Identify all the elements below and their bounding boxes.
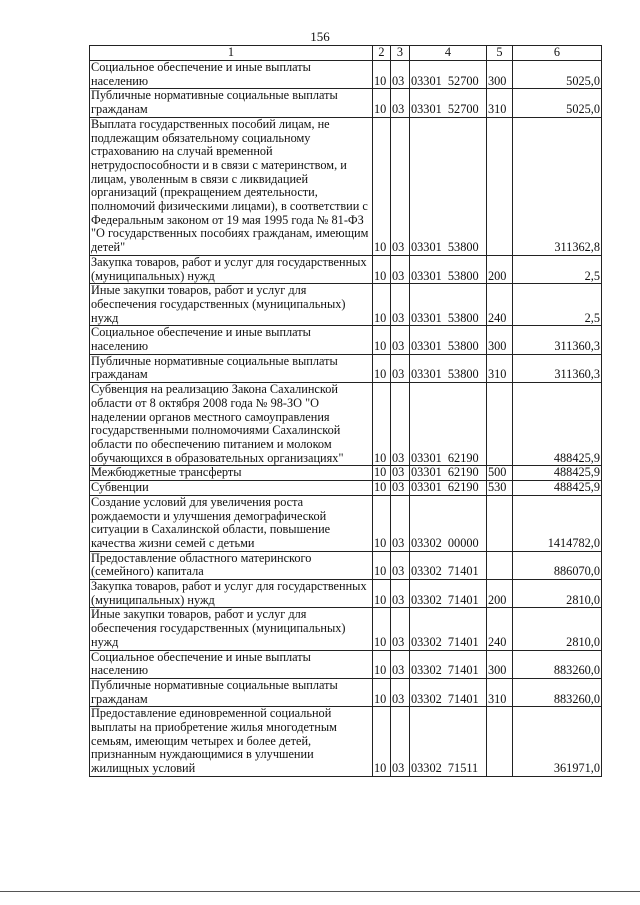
row-name-cell: Публичные нормативные социальные выплаты гражданам xyxy=(90,678,373,706)
row-expense-type-cell: 200 xyxy=(487,255,513,283)
row-section-cell: 10 xyxy=(373,117,391,255)
row-expense-type-cell xyxy=(487,383,513,466)
table-row xyxy=(90,383,602,466)
row-expense-type-cell: 310 xyxy=(487,678,513,706)
row-name-cell: Социальное обеспечение и иные выплаты населению xyxy=(90,326,373,354)
row-csr-cell: 03301 52700 xyxy=(410,89,487,117)
header-col-2: 2 xyxy=(373,46,391,61)
row-subsection-cell: 03 xyxy=(391,117,410,255)
table-row xyxy=(90,354,602,382)
row-section-cell: 10 xyxy=(373,326,391,354)
row-subsection-cell: 03 xyxy=(391,61,410,89)
row-subsection-cell: 03 xyxy=(391,678,410,706)
row-csr-cell: 03302 71511 xyxy=(410,707,487,777)
row-name-cell: Публичные нормативные социальные выплаты гражданам xyxy=(90,89,373,117)
row-subsection-cell: 03 xyxy=(391,326,410,354)
row-csr-cell: 03301 53800 xyxy=(410,284,487,326)
row-name-cell: Субвенция на реализацию Закона Сахалинской области от 8 октября 2008 года № 98-ЗО "О наделении органов местного самоуправления государственными полномочиями Сахалинской области по обеспечению питанием и молоком обучающихся в образовательных организациях" xyxy=(90,383,373,466)
row-amount-cell: 1414782,0 xyxy=(513,495,602,551)
row-name-cell: Предоставление единовременной социальной выплаты на приобретение жилья многодетным семьям, имеющим четырех и более детей, признанным нуждающимися в улучшении жилищных условий xyxy=(90,707,373,777)
row-subsection-cell: 03 xyxy=(391,551,410,579)
row-amount-cell: 2,5 xyxy=(513,255,602,283)
budget-table xyxy=(89,45,602,777)
table-row xyxy=(90,255,602,283)
row-expense-type-cell: 200 xyxy=(487,580,513,608)
row-name-cell: Закупка товаров, работ и услуг для государственных (муниципальных) нужд xyxy=(90,580,373,608)
row-section-cell: 10 xyxy=(373,608,391,650)
table-row xyxy=(90,580,602,608)
table-row xyxy=(90,551,602,579)
row-name-cell: Иные закупки товаров, работ и услуг для обеспечения государственных (муниципальных) нужд xyxy=(90,608,373,650)
row-subsection-cell: 03 xyxy=(391,284,410,326)
row-csr-cell: 03302 00000 xyxy=(410,495,487,551)
row-section-cell: 10 xyxy=(373,89,391,117)
row-amount-cell: 2810,0 xyxy=(513,580,602,608)
header-row xyxy=(90,46,602,61)
row-subsection-cell: 03 xyxy=(391,383,410,466)
row-subsection-cell: 03 xyxy=(391,650,410,678)
row-amount-cell: 2810,0 xyxy=(513,608,602,650)
page-number: 156 xyxy=(310,29,330,44)
row-section-cell: 10 xyxy=(373,466,391,481)
row-amount-cell: 311362,8 xyxy=(513,117,602,255)
header-col-1: 1 xyxy=(90,46,373,61)
row-csr-cell: 03302 71401 xyxy=(410,650,487,678)
table-row xyxy=(90,495,602,551)
row-amount-cell: 488425,9 xyxy=(513,466,602,481)
row-csr-cell: 03302 71401 xyxy=(410,580,487,608)
row-csr-cell: 03302 71401 xyxy=(410,678,487,706)
row-section-cell: 10 xyxy=(373,650,391,678)
row-section-cell: 10 xyxy=(373,678,391,706)
row-section-cell: 10 xyxy=(373,707,391,777)
row-subsection-cell: 03 xyxy=(391,255,410,283)
table-row xyxy=(90,89,602,117)
row-expense-type-cell: 240 xyxy=(487,608,513,650)
row-csr-cell: 03301 53800 xyxy=(410,255,487,283)
header-col-4: 4 xyxy=(410,46,487,61)
row-expense-type-cell xyxy=(487,551,513,579)
row-expense-type-cell: 300 xyxy=(487,61,513,89)
row-subsection-cell: 03 xyxy=(391,495,410,551)
header-col-5: 5 xyxy=(487,46,513,61)
row-name-cell: Выплата государственных пособий лицам, не подлежащим обязательному социальному страхованию на случай временной нетрудоспособности и в связи с материнством, и лицам, уволенным в связи с ликвидацией организаций (прекращением деятельности, полномочий физическими лицами), в соответствии с Федеральным законом от 19 мая 1995 года № 81-ФЗ "О государственных пособиях гражданам, имеющим детей" xyxy=(90,117,373,255)
row-csr-cell: 03301 62190 xyxy=(410,481,487,496)
row-amount-cell: 488425,9 xyxy=(513,481,602,496)
row-section-cell: 10 xyxy=(373,580,391,608)
row-csr-cell: 03301 53800 xyxy=(410,326,487,354)
row-amount-cell: 311360,3 xyxy=(513,354,602,382)
row-section-cell: 10 xyxy=(373,255,391,283)
row-name-cell: Предоставление областного материнского (семейного) капитала xyxy=(90,551,373,579)
row-subsection-cell: 03 xyxy=(391,580,410,608)
row-expense-type-cell: 300 xyxy=(487,326,513,354)
scan-edge-line xyxy=(0,891,640,892)
row-expense-type-cell: 240 xyxy=(487,284,513,326)
table-row xyxy=(90,678,602,706)
row-expense-type-cell xyxy=(487,707,513,777)
row-expense-type-cell: 530 xyxy=(487,481,513,496)
row-csr-cell: 03301 62190 xyxy=(410,466,487,481)
table-row xyxy=(90,117,602,255)
row-section-cell: 10 xyxy=(373,551,391,579)
row-amount-cell: 5025,0 xyxy=(513,89,602,117)
row-csr-cell: 03302 71401 xyxy=(410,551,487,579)
row-section-cell: 10 xyxy=(373,495,391,551)
row-csr-cell: 03301 52700 xyxy=(410,61,487,89)
table-row xyxy=(90,650,602,678)
row-name-cell: Публичные нормативные социальные выплаты гражданам xyxy=(90,354,373,382)
row-expense-type-cell xyxy=(487,117,513,255)
header-col-6: 6 xyxy=(513,46,602,61)
table-row xyxy=(90,284,602,326)
row-expense-type-cell xyxy=(487,495,513,551)
row-name-cell: Субвенции xyxy=(90,481,373,496)
row-section-cell: 10 xyxy=(373,354,391,382)
row-expense-type-cell: 310 xyxy=(487,89,513,117)
row-subsection-cell: 03 xyxy=(391,707,410,777)
table-row xyxy=(90,608,602,650)
row-amount-cell: 883260,0 xyxy=(513,678,602,706)
table-body xyxy=(90,61,602,777)
row-section-cell: 10 xyxy=(373,481,391,496)
row-amount-cell: 2,5 xyxy=(513,284,602,326)
row-expense-type-cell: 310 xyxy=(487,354,513,382)
row-csr-cell: 03301 53800 xyxy=(410,117,487,255)
row-name-cell: Иные закупки товаров, работ и услуг для обеспечения государственных (муниципальных) нужд xyxy=(90,284,373,326)
header-col-3: 3 xyxy=(391,46,410,61)
row-expense-type-cell: 500 xyxy=(487,466,513,481)
row-name-cell: Создание условий для увеличения роста рождаемости и улучшения демографической ситуации в Сахалинской области, повышение качества жизни семей с детьми xyxy=(90,495,373,551)
row-amount-cell: 5025,0 xyxy=(513,61,602,89)
table-row xyxy=(90,466,602,481)
row-name-cell: Социальное обеспечение и иные выплаты населению xyxy=(90,650,373,678)
row-amount-cell: 488425,9 xyxy=(513,383,602,466)
row-amount-cell: 311360,3 xyxy=(513,326,602,354)
row-expense-type-cell: 300 xyxy=(487,650,513,678)
table-row xyxy=(90,481,602,496)
table-row xyxy=(90,707,602,777)
row-section-cell: 10 xyxy=(373,61,391,89)
row-section-cell: 10 xyxy=(373,383,391,466)
row-amount-cell: 883260,0 xyxy=(513,650,602,678)
row-amount-cell: 886070,0 xyxy=(513,551,602,579)
row-csr-cell: 03301 62190 xyxy=(410,383,487,466)
table-row xyxy=(90,61,602,89)
table-header xyxy=(90,46,602,61)
row-csr-cell: 03301 53800 xyxy=(410,354,487,382)
row-name-cell: Межбюджетные трансферты xyxy=(90,466,373,481)
row-section-cell: 10 xyxy=(373,284,391,326)
row-subsection-cell: 03 xyxy=(391,608,410,650)
row-name-cell: Закупка товаров, работ и услуг для государственных (муниципальных) нужд xyxy=(90,255,373,283)
row-subsection-cell: 03 xyxy=(391,354,410,382)
row-name-cell: Социальное обеспечение и иные выплаты населению xyxy=(90,61,373,89)
row-csr-cell: 03302 71401 xyxy=(410,608,487,650)
row-subsection-cell: 03 xyxy=(391,481,410,496)
row-subsection-cell: 03 xyxy=(391,89,410,117)
table-row xyxy=(90,326,602,354)
row-amount-cell: 361971,0 xyxy=(513,707,602,777)
row-subsection-cell: 03 xyxy=(391,466,410,481)
